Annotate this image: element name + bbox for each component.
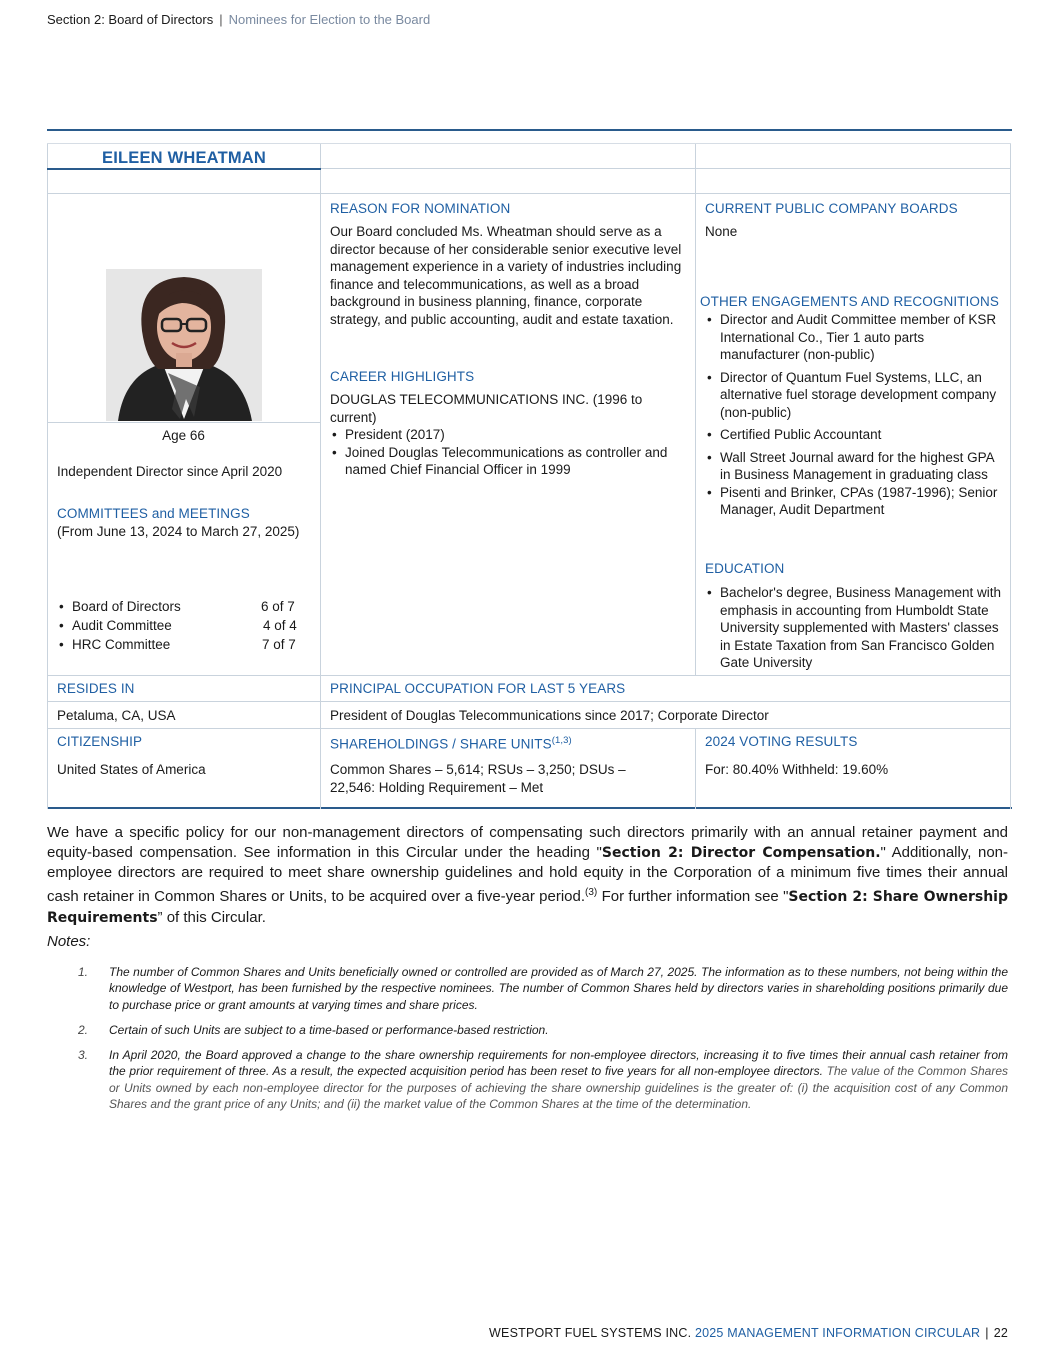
page-number: 22 xyxy=(993,1326,1008,1340)
committee-list xyxy=(57,597,317,654)
note-item xyxy=(78,1022,1008,1038)
shareholdings-title xyxy=(330,735,572,752)
engagement-item: • Wall Street Journal award for the highest GPA in Business Management in graduating class xyxy=(705,449,1005,484)
header-separator: | xyxy=(219,12,223,27)
row-line-name xyxy=(321,168,1011,169)
citizenship-value: United States of America xyxy=(57,762,206,777)
voting-value: For: 80.40% Withheld: 19.60% xyxy=(705,762,889,777)
career-company: DOUGLAS TELECOMMUNICATIONS INC. (1996 to current) xyxy=(330,392,643,425)
row-line-resides-value xyxy=(47,701,1011,702)
reason-text: Our Board concluded Ms. Wheatman should serve as a director because of her considerable senior executive level management experience in a variety of industries including finance and telecommunications, as well as a broad background in business planning, finance, corporate strategy, and public accounting, audit and estate taxation. xyxy=(330,224,682,327)
engagement-item: • Director of Quantum Fuel Systems, LLC, an alternative fuel storage development company (non-public) xyxy=(705,369,1005,422)
career-item: • President (2017) xyxy=(330,426,688,444)
note-item xyxy=(78,964,1008,1013)
page-footer xyxy=(489,1326,1008,1340)
page-header xyxy=(47,12,430,27)
footer-separator: | xyxy=(985,1326,989,1340)
paragraph-text: We have a specific policy for our non-management directors of compensating such directors primarily with an annual retainer payment and equity-based compensation. See information in this Circular under the heading " xyxy=(47,824,1008,861)
committee-row xyxy=(57,635,317,654)
citizenship-title: CITIZENSHIP xyxy=(57,734,143,749)
director-profile-table xyxy=(47,129,1012,809)
committee-name: • Audit Committee xyxy=(57,616,247,635)
note-text: Certain of such Units are subject to a time-based or performance-based restriction. xyxy=(109,1022,549,1037)
committee-attendance: 6 of 7 xyxy=(261,599,295,614)
footer-company: WESTPORT FUEL SYSTEMS INC. xyxy=(489,1326,692,1340)
resides-title: RESIDES IN xyxy=(57,681,135,696)
education-item: • Bachelor's degree, Business Management with emphasis in accounting from Humboldt State University supplemented with Masters' classes in Estate Taxation from San Francisco Golden Gate University xyxy=(705,584,1005,672)
table-border-right xyxy=(1010,143,1011,809)
header-subsection: Nominees for Election to the Board xyxy=(228,12,431,27)
engagement-item: • Pisenti and Brinker, CPAs (1987-1996); Senior Manager, Audit Department xyxy=(705,484,1005,519)
shareholdings-footnote-ref: (1,3) xyxy=(551,735,572,746)
committee-name: • Board of Directors xyxy=(57,597,247,616)
note-number: 1. xyxy=(78,965,89,979)
shareholdings-title-text: SHAREHOLDINGS / SHARE UNITS xyxy=(330,736,552,752)
occupation-title: PRINCIPAL OCCUPATION FOR LAST 5 YEARS xyxy=(330,681,626,696)
committee-attendance: 4 of 4 xyxy=(263,618,297,633)
director-status: Independent Director since April 2020 xyxy=(57,464,283,479)
compensation-policy-paragraph xyxy=(47,823,1008,929)
paragraph-text: ” of this Circular. xyxy=(157,908,266,926)
paragraph-link-director-compensation: Section 2: Director Compensation. xyxy=(601,844,881,861)
note-text-main: In April 2020, the Board approved a change to the share ownership requirements for non-employee directors, increasing it to five times their annual cash retainer from the prior requirement of three. As a result, the expected acquisition period has been reset to five years for all non-employee directors. xyxy=(109,1048,1008,1079)
row-line-resides xyxy=(47,675,1011,676)
portrait-image xyxy=(106,269,262,421)
note-text: The number of Common Shares and Units beneficially owned or controlled are provided as of March 27, 2025. The information as to these numbers, not being within the knowledge of Westport, has been furnished by the respective nominees. The number of Common Shares held by directors varies in shareholding positions primarily due to purchase price or grant amounts at varying times and share prices. xyxy=(109,965,1008,1012)
row-line-top xyxy=(47,143,1011,144)
note-number: 3. xyxy=(78,1048,89,1063)
note-text-continued: The value of the Common Shares or Units owned by each non-employee director for the purposes of achieving the share ownership guidelines is the greater of: (i) the acquisition cost of any Common Shares and the grant price of any Units; and (ii) the market value of the Common Shares at the time of the determination. xyxy=(109,1064,1009,1112)
career-list xyxy=(330,426,688,479)
committees-title: COMMITTEES and MEETINGS xyxy=(57,506,250,521)
paragraph-text: " Additionally, non-employee directors are required to meet share ownership guidelines and hold equity in the Corporation of a minimum five times their annual cash retainer in Common Shares or Units, to be acquired over a five-year period. xyxy=(47,843,1008,906)
career-item: • Joined Douglas Telecommunications as controller and named Chief Financial Officer in 1999 xyxy=(330,444,688,479)
engagement-item: • Certified Public Accountant xyxy=(705,426,1005,444)
occupation-value: President of Douglas Telecommunications since 2017; Corporate Director xyxy=(330,708,769,723)
committee-attendance: 7 of 7 xyxy=(262,637,296,652)
director-age: Age 66 xyxy=(162,428,205,443)
committee-name: • HRC Committee xyxy=(57,635,247,654)
note-item xyxy=(78,1047,1008,1112)
column-divider-2 xyxy=(695,143,696,675)
committees-period: (From June 13, 2024 to March 27, 2025) xyxy=(57,524,300,539)
voting-title: 2024 VOTING RESULTS xyxy=(705,734,858,749)
table-border-left xyxy=(47,143,48,809)
header-section: Section 2: Board of Directors xyxy=(47,12,214,27)
resides-value: Petaluma, CA, USA xyxy=(57,708,176,723)
engagement-item: • Director and Audit Committee member of KSR International Co., Tier 1 auto parts manufacturer (non-public) xyxy=(705,311,1005,364)
committee-row xyxy=(57,616,317,635)
note-number: 2. xyxy=(78,1022,89,1037)
row-line-citizenship xyxy=(47,728,1011,729)
name-underline xyxy=(47,168,321,170)
paragraph-text: For further information see " xyxy=(597,888,789,906)
committee-row xyxy=(57,597,317,616)
reason-title: REASON FOR NOMINATION xyxy=(330,201,511,216)
engagements-title: OTHER ENGAGEMENTS AND RECOGNITIONS xyxy=(700,294,999,309)
education-title: EDUCATION xyxy=(705,561,785,576)
notes-list xyxy=(78,964,1008,1121)
note-text xyxy=(109,1047,1008,1112)
paragraph-footnote-ref: (3) xyxy=(585,887,598,899)
row-line-2 xyxy=(47,193,1011,194)
photo-bottom-line xyxy=(47,422,321,423)
director-photo xyxy=(106,269,262,421)
boards-value: None xyxy=(705,224,738,239)
career-title: CAREER HIGHLIGHTS xyxy=(330,369,475,384)
column-divider-1 xyxy=(320,143,321,809)
paragraph-link-share-ownership: Section 2: Share Ownership Requirements xyxy=(47,889,1009,926)
notes-title: Notes: xyxy=(47,933,91,950)
education-list xyxy=(705,584,1005,672)
footer-document: 2025 MANAGEMENT INFORMATION CIRCULAR xyxy=(694,1326,981,1340)
director-name: EILEEN WHEATMAN xyxy=(102,149,267,167)
engagements-list xyxy=(705,311,1005,519)
column-divider-2b xyxy=(695,729,696,809)
boards-title: CURRENT PUBLIC COMPANY BOARDS xyxy=(705,201,958,216)
shareholdings-value: Common Shares – 5,614; RSUs – 3,250; DSUs – 22,546: Holding Requirement – Met xyxy=(330,762,626,795)
